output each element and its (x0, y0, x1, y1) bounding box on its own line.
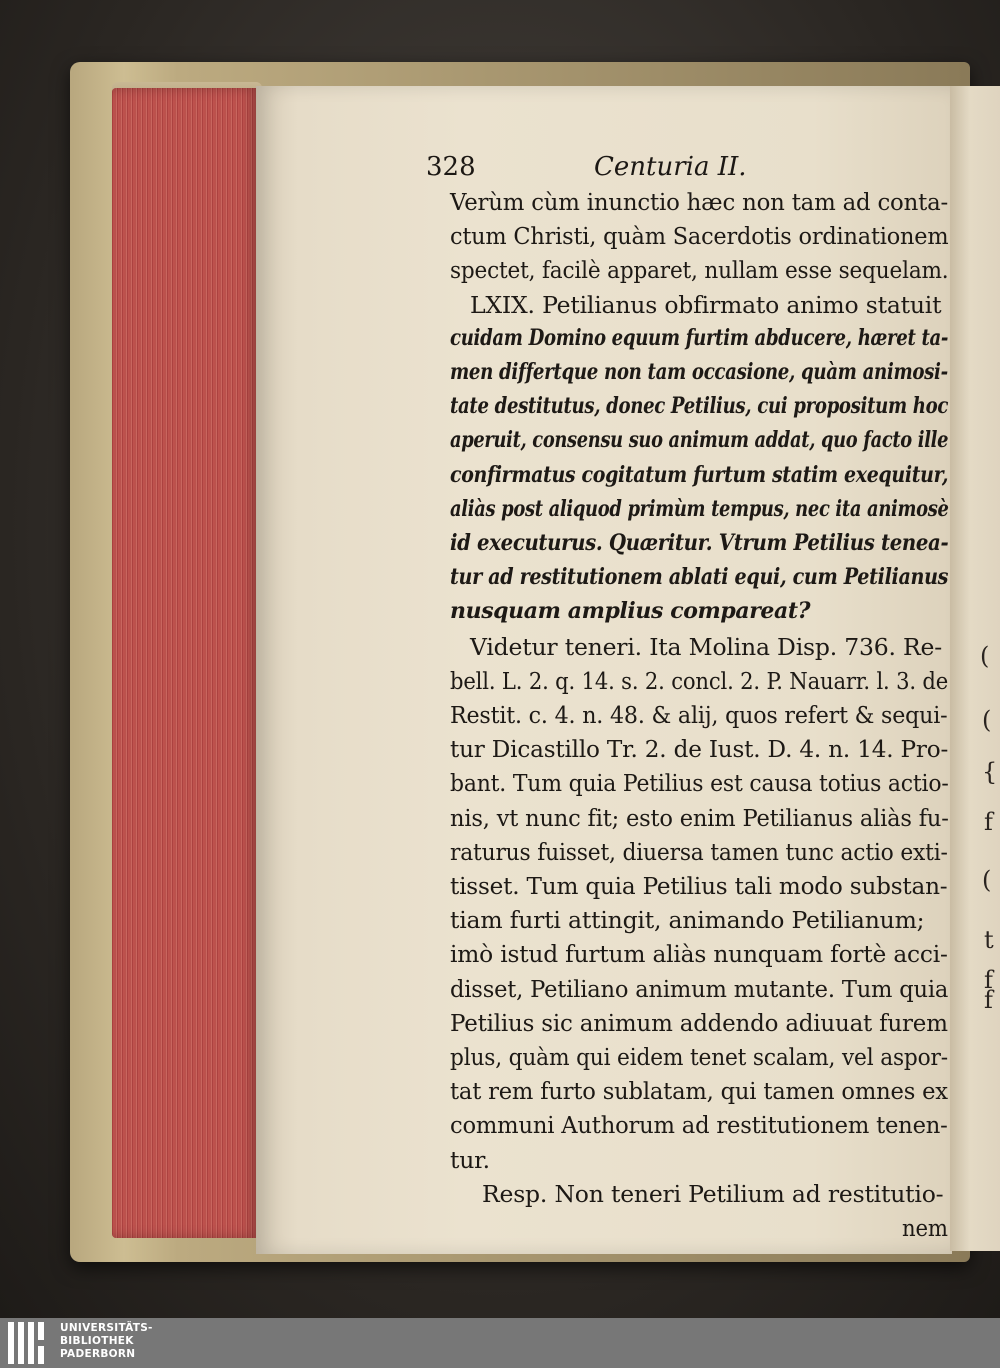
text-line: plus, quàm qui eidem tenet scalam, vel aspor- (450, 1043, 948, 1071)
text-line: communi Authorum ad restitutionem tenen- (450, 1111, 948, 1140)
text-line: nem (902, 1214, 948, 1242)
text-line: Petilius sic animum addendo adiuuat furem (450, 1008, 948, 1037)
text-line: disset, Petiliano animum mutante. Tum quia (450, 974, 949, 1003)
text-line: Restit. c. 4. n. 48. & alij, quos refert & sequi- (450, 701, 948, 729)
text-line: tisset. Tum quia Petilius tali modo substan- (450, 872, 948, 900)
page-edges (112, 88, 260, 1238)
next-page-glyph: ( (982, 706, 992, 734)
text-line: men differtque non tam occasione, quàm animosi- (450, 359, 948, 385)
next-page-glyph: f (984, 986, 993, 1014)
text-line: confirmatus cogitatum furtum statim exequitur, (450, 461, 949, 488)
library-footer (0, 1318, 1000, 1368)
next-page-glyph: { (982, 758, 998, 786)
page-header (426, 152, 766, 188)
text-line: aperuit, consensu suo animum addat, quo facto ille (450, 427, 949, 454)
text-line: id executurus. Quæritur. Vtrum Petilius tenea- (450, 530, 949, 556)
text-line: cuidam Domino equum furtim abducere, hæret ta- (450, 324, 949, 351)
text-line: LXIX. Petilianus obfirmato animo statuit (470, 290, 942, 319)
next-page-glyph: f (984, 808, 993, 836)
text-line: bell. L. 2. q. 14. s. 2. concl. 2. P. Nauarr. l. 3. de (450, 666, 949, 695)
library-name-line: PADERBORN (60, 1348, 136, 1360)
next-page-glyph: ( (982, 866, 992, 894)
text-line: nis, vt nunc fit; esto enim Petilianus aliàs fu- (450, 803, 949, 832)
text-line: aliàs post aliquod primùm tempus, nec ita animosè (450, 495, 949, 522)
library-name-line: UNIVERSITÄTS- (60, 1322, 153, 1334)
next-page-glyph: ( (980, 642, 990, 670)
next-page-glyph: f (984, 966, 993, 994)
text-line: spectet, facilè apparet, nullam esse sequelam. (450, 256, 949, 285)
text-line: Verùm cùm inunctio hæc non tam ad conta- (450, 188, 949, 216)
text-line: imò istud furtum aliàs nunquam fortè acci- (450, 940, 948, 969)
next-page-glyph: t (984, 926, 994, 954)
library-name-line: BIBLIOTHEK (60, 1335, 134, 1347)
text-line: tur ad restitutionem ablati equi, cum Petilianus (450, 564, 949, 591)
text-line: raturus fuisset, diuersa tamen tunc actio exti- (450, 837, 948, 866)
text-line: tat rem furto sublatam, qui tamen omnes ex (450, 1077, 948, 1106)
library-logo-icon (8, 1322, 52, 1364)
next-page-sliver (950, 86, 1000, 1251)
library-name (60, 1322, 153, 1361)
text-line: ctum Christi, quàm Sacerdotis ordinationem (450, 222, 949, 251)
page-number: 328 (426, 152, 476, 182)
text-line: tate destitutus, donec Petilius, cui propositum hoc (450, 393, 949, 420)
text-line: Resp. Non teneri Petilium ad restitutio- (482, 1179, 944, 1208)
text-line: Videtur teneri. Ita Molina Disp. 736. Re- (470, 632, 942, 661)
text-line: tur. (450, 1145, 490, 1174)
running-title: Centuria II. (594, 152, 747, 182)
text-line: nusquam amplius compareat? (450, 598, 811, 625)
text-line: tur Dicastillo Tr. 2. de Iust. D. 4. n. 14. Pro- (450, 735, 949, 764)
text-line: bant. Tum quia Petilius est causa totius actio- (450, 769, 949, 798)
text-line: tiam furti attingit, animando Petilianum; (450, 906, 925, 935)
